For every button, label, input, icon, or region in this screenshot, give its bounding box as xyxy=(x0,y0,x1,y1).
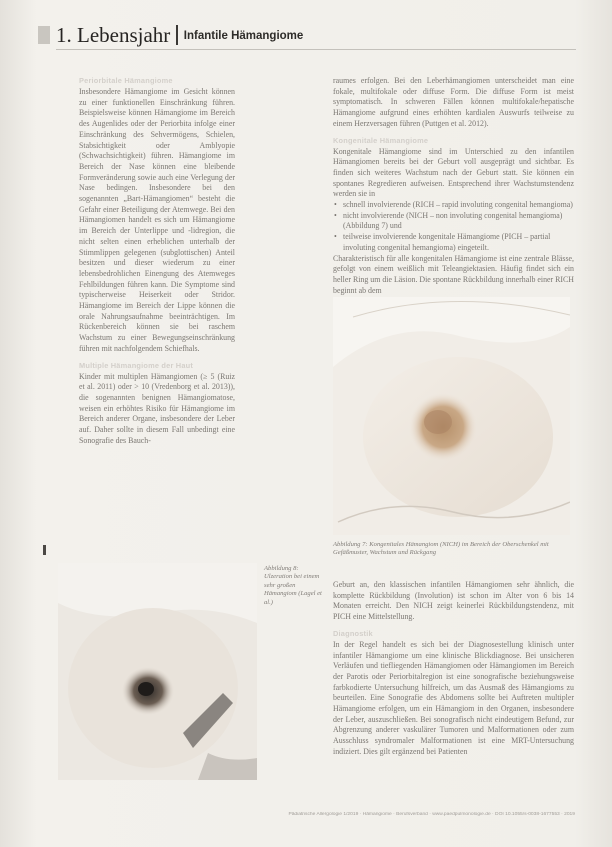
section-heading: Periorbitale Hämangiome xyxy=(79,76,173,85)
page-title: 1. Lebensjahr xyxy=(56,23,171,47)
right-column-lower xyxy=(333,580,574,758)
list-item: • teilweise involvierende kongenitale Hämangiome (PICH – partial involuting congenital hemangioma) eingeteilt. xyxy=(343,232,574,253)
figure-7-caption: Abbildung 7: Kongenitales Hämangiom (NICH) im Bereich der Oberschenkel mit Gefäßmuster, Wachstum und Rückgang xyxy=(333,541,549,557)
title-separator xyxy=(176,25,178,45)
paragraph: raumes erfolgen. Bei den Leberhämangiomen unterscheidet man eine fokale, multifokale oder diffuse Form. Die diffuse Form ist meist symptomatisch. In schweren Fällen können multifokale/hepatische Hämangiome aufgrund eines erhöhten kardialen Auswurfs teilweise zu einem Herzversagen führen (Puttgen et al. 2012). xyxy=(333,76,574,128)
figure-7-photo xyxy=(333,297,570,535)
section-heading: Multiple Hämangiome der Haut xyxy=(79,360,194,370)
bullet-list xyxy=(333,200,574,254)
header-rule xyxy=(56,49,576,50)
page-footer: Pädiatrische Allergologie 1/2019 · Hämangiome · Berufsverband · www.paedpulmonologie.de · DOI 10.1055/s-0038-1677553 · 2019 xyxy=(288,812,575,817)
list-item: • nicht involvierende (NICH – non involuting congenital hemangioma) (Abbildung 7) und xyxy=(343,211,574,232)
page-header xyxy=(56,22,303,49)
list-item: • schnell involvierende (RICH – rapid involuting congenital hemangioma) xyxy=(343,200,574,211)
right-column-upper xyxy=(333,76,574,296)
figure-8-caption: Abbildung 8: Ulzeration bei einem sehr großen Hämangiom (Lagel et al.) xyxy=(264,565,322,606)
figure-8-photo xyxy=(58,563,257,780)
page-corner-mark xyxy=(43,545,46,555)
section-heading: Kongenitale Hämangiome xyxy=(333,135,429,145)
paragraph: Kongenitale Hämangiome sind im Unterschied zu den infantilen Hämangiomen bereits bei der Geburt voll ausgeprägt und sichtbar. Es finden sich weiteres Wachstum nach der Geburt statt. Sie können ein spontanes Regredieren aufweisen. Entsprechend ihrer Wachstumstendenz werden sie in xyxy=(333,146,574,199)
paragraph: Geburt an, den klassischen infantilen Hämangiomen sehr ähnlich, die komplette Rückbildung (Involution) ist schon im Alter von 6 bis 14 Monaten erreicht. Den NICH zeigt keinerlei Rückbildungstendenz, mit PICH eine Mittelstellung. xyxy=(333,580,574,622)
paragraph: Insbesondere Hämangiome im Gesicht können zu einer funktionellen Einschränkung führen. Beispielsweise können Hämangiome im Bereich des Augenlides oder der Periorbita infolge einer Einschränkung des Sehvermögens, Schielen, Stabsichtigkeit oder Amblyopie (Schwachsichtigkeit) führen. Hämangiome im Bereich der Nase können eine bleibende Formveränderung sowie auch eine Verlegung der Nase bedingen. Insbesondere bei den sogenannten „Bart-Hämangiomen“ besteht die Gefahr einer Beteiligung der Atemwege. Bei den Hämangiomen handelt es sich um Hämangiome im Bereich der Unterlippe und -lidregion, die nicht selten einen erheblichen unterhalb der Stimmlippen gelegenen (subglottischen) Anteil besitzen und dieser wiederum zu einer lebensbedrohlichen Einengung des Atemweges Fehlbildungen führen kann. Die Symptome sind typischerweise Heiserkeit oder Stridor. Hämangiome im Bereich der Lippe können die orale Nahrungsaufnahme beeinträchtigen. Im Rückenbereich können sie bei raschem Wachstum zu einer Bewegungseinschränkung führen mit nachfolgendem Schiefhals. xyxy=(79,87,235,353)
left-column xyxy=(79,76,235,447)
page-subtitle: Infantile Hämangiome xyxy=(183,30,304,42)
paragraph: Kinder mit multiplen Hämangiomen (≥ 5 (Ruiz et al. 2011) oder > 10 (Vredenborg et al. 2013)), die sogenannten benignen Hämangiomatose, weisen ein erhöhtes Risiko für Hämangiome im Bereich anderer Organe, insbesondere der Leber auf. Daher sollte in diesem Fall unbedingt eine Sonografie des Bauch- xyxy=(79,371,235,445)
paragraph: In der Regel handelt es sich bei der Diagnosestellung klinisch unter infantiler Hämangiome um eine klinische Blickdiagnose. Bei unsicheren Verläufen und tiefliegenden Hämangiomen oder Hämangiomen im Bereich der Parotis oder Periorbitalregion ist eine sonografische beziehungsweise farbkodierte Untersuchung hilfreich, um das Ausmaß des Hämangioms zu beurteilen. Eine Sonografie des Abdomens sollte bei Auftreten multipler Hämangiome erfolgen, um ein Hämangiom in den Organen, insbesondere der Leber, auszuschließen. Bei sonografisch nicht eindeutigem Befund, zur Abgrenzung anderer vaskulärer Tumoren und Malformationen oder zum Ausschluss syndromaler Malformationen ist eine MRT-Untersuchung indiziert. Dies gilt ergänzend bei Patienten xyxy=(333,639,574,756)
paragraph: Charakteristisch für alle kongenitalen Hämangiome ist eine zentrale Blässe, gefolgt von einem weißlich mit Teleangiektasien. Häufig findet sich ein heller Ring um die Läsion. Die spontane Rückbildung innerhalb einer RICH beginnt ab dem xyxy=(333,253,574,295)
section-heading: Diagnostik xyxy=(333,628,373,638)
header-color-block xyxy=(38,26,50,44)
